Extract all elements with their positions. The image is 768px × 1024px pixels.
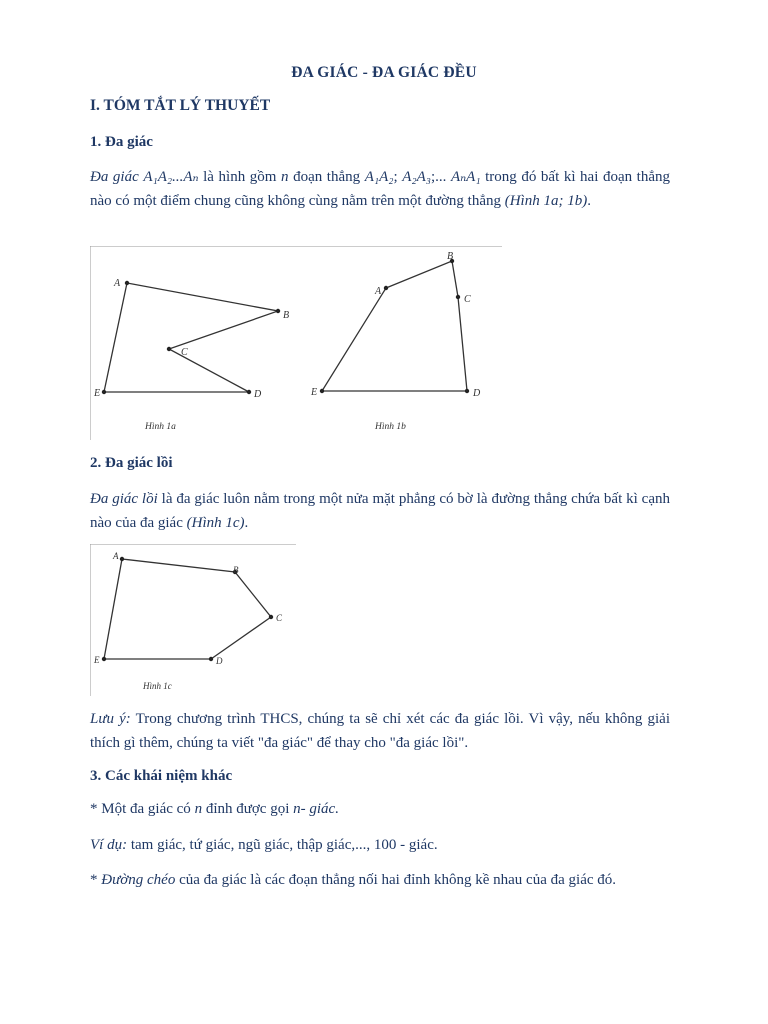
figure-1a-1b [90, 246, 502, 440]
caption-1a: Hình 1a [145, 422, 176, 432]
note-label: Lưu ý: [90, 711, 131, 727]
polygon-1c [104, 559, 271, 659]
term-diagonal: Đường chéo [101, 872, 176, 888]
vertex [465, 389, 469, 393]
vertex [102, 390, 106, 394]
label-c: C [464, 294, 471, 305]
text: đoạn thẳng [288, 169, 365, 185]
heading-other-concepts: 3. Các khái niệm khác [90, 768, 233, 784]
heading-polygon: 1. Đa giác [90, 134, 153, 150]
label-a: A [113, 551, 119, 561]
label-d: D [254, 389, 262, 400]
term-polygon: Đa giác [90, 169, 139, 185]
vertex [102, 657, 106, 661]
term-convex-polygon: Đa giác lồi [90, 491, 158, 507]
label-e: E [94, 388, 101, 399]
label-b: B [283, 310, 290, 321]
vertex [456, 295, 460, 299]
example-label: Ví dụ: [90, 837, 128, 853]
example-text: tam giác, tứ giác, ngũ giác, thập giác,..., 100 - giác. [127, 837, 438, 853]
label-e: E [311, 387, 318, 398]
vertex [209, 657, 213, 661]
label-b: B [447, 251, 454, 262]
text: * Một đa giác có [90, 801, 195, 817]
segment: A₂A₃ [402, 169, 431, 185]
note-text: Trong chương trình THCS, chúng ta sẽ chỉ xét các đa giác lồi. Vì vậy, nếu không giải thích gì thêm, chúng ta viết "đa giác" để thay cho "đa giác lồi". [90, 711, 670, 751]
n-var: n [281, 169, 289, 185]
label-c: C [181, 347, 188, 358]
text: là đa giác luôn nằm trong một nửa mặt phẳng có bờ là đường thẳng chứa bất kì cạnh nào của đa giác [90, 491, 670, 531]
polygon-definition [90, 166, 670, 213]
text: trong đó bất kì hai đoạn thẳng nào có một điểm chung cũng không cùng nằm trên một đường thẳng [90, 169, 670, 209]
segment: AₙA₁ [450, 169, 481, 185]
vertex [125, 281, 129, 285]
label-c: C [276, 613, 283, 623]
sep: ;... [430, 169, 451, 185]
text: của đa giác là các đoạn thẳng nối hai đỉnh không kề nhau của đa giác đó. [175, 872, 617, 888]
vertex [120, 557, 124, 561]
note-paragraph [90, 708, 670, 755]
vertex [269, 615, 273, 619]
n-var: n [194, 801, 203, 817]
label-a: A [375, 286, 382, 297]
segment: A₁A₂ [364, 169, 394, 185]
figure-1c [90, 544, 296, 696]
period: . [244, 514, 249, 531]
example-line [90, 837, 438, 854]
caption-1c: Hình 1c [143, 681, 172, 691]
label-d: D [216, 656, 223, 666]
label-e: E [94, 655, 100, 665]
convex-polygon-definition [90, 488, 670, 535]
caption-1b: Hình 1b [375, 422, 406, 432]
sep: ; [393, 169, 403, 185]
n-gon-term: n- giác. [293, 801, 339, 817]
section-heading-theory: I. TÓM TẮT LÝ THUYẾT [90, 97, 271, 114]
polygon-name: A₁A₂...Aₙ [143, 169, 199, 185]
text: đỉnh được gọi [202, 801, 294, 817]
polygon-1a [104, 283, 278, 392]
vertex [167, 347, 171, 351]
heading-convex-polygon: 2. Đa giác lồi [90, 455, 173, 471]
n-gon-definition [90, 801, 339, 818]
label-d: D [473, 388, 481, 399]
label-a: A [114, 278, 121, 289]
figure-reference: (Hình 1a; 1b) [504, 192, 588, 209]
vertex [247, 390, 251, 394]
vertex [276, 309, 280, 313]
polygon-1b [322, 261, 467, 391]
figure-reference: (Hình 1c) [186, 514, 245, 531]
vertex [384, 286, 388, 290]
diagonal-definition [90, 872, 616, 889]
text: là hình gồm [198, 169, 281, 185]
vertex [320, 389, 324, 393]
page-title: ĐA GIÁC - ĐA GIÁC ĐỀU [291, 64, 477, 81]
label-b: B [233, 565, 239, 575]
bullet: * [90, 872, 102, 888]
period: . [587, 192, 591, 209]
